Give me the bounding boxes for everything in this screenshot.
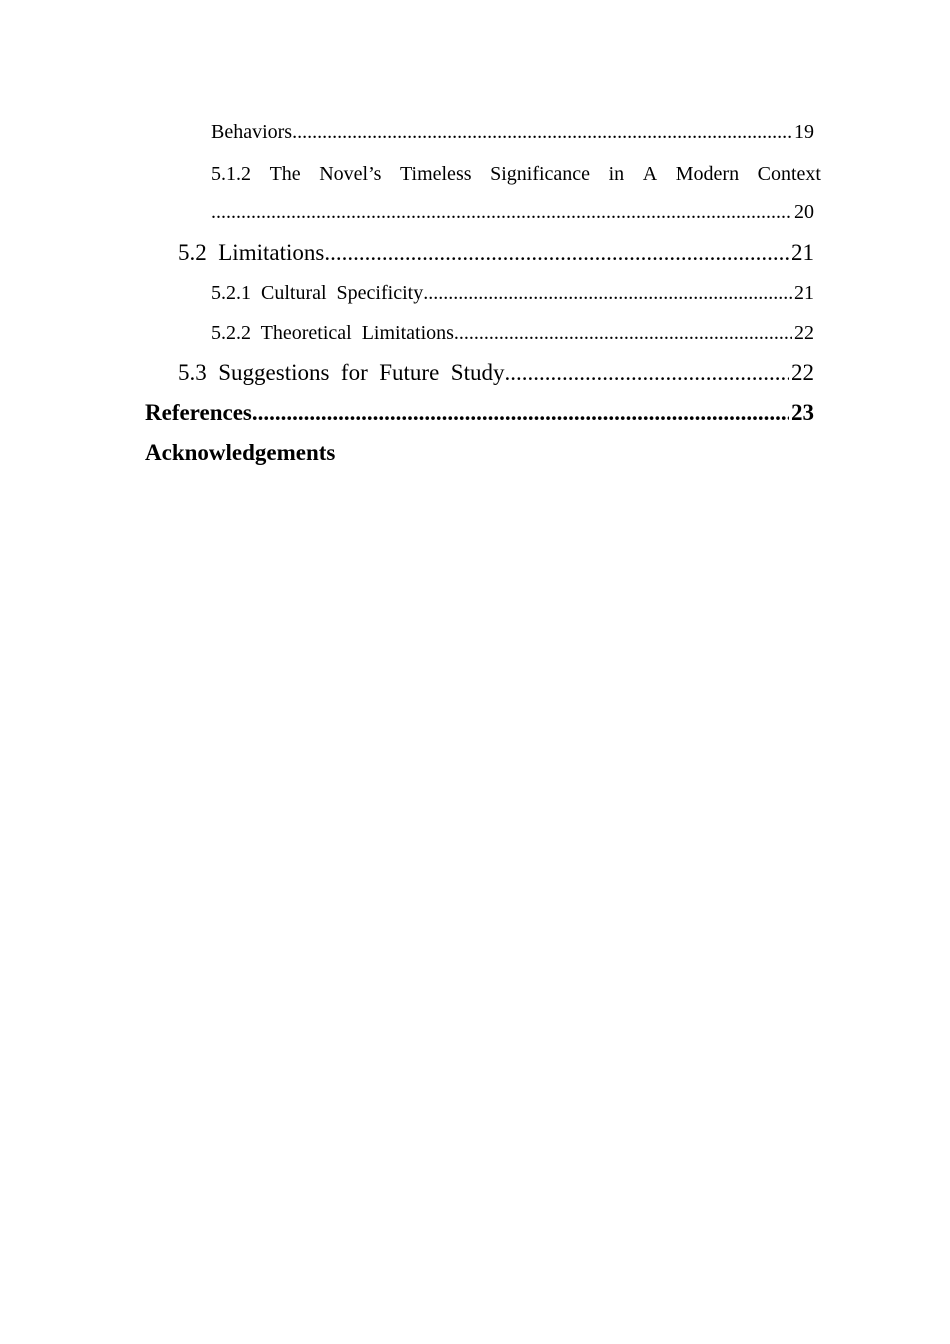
toc-entry-label: 5.3 Suggestions for Future Study <box>178 360 505 385</box>
toc-entry-label: Acknowledgements <box>145 440 336 465</box>
toc-word: Novel’s <box>319 163 382 185</box>
toc-entry-behaviors <box>211 121 814 144</box>
toc-word: Significance <box>490 163 591 185</box>
toc-page-number: 22 <box>791 360 814 385</box>
toc-word: The <box>269 163 301 185</box>
toc-word: in <box>608 163 625 185</box>
toc-word: Timeless <box>400 163 472 185</box>
toc-word: 5.1.2 <box>211 163 251 185</box>
toc-page-number: 20 <box>794 201 814 223</box>
toc-leader-dots <box>211 201 792 224</box>
toc-entry-cultural-specificity <box>211 282 814 305</box>
toc-entry-label: 5.2 Limitations <box>178 240 325 265</box>
toc-leader-dots <box>252 400 789 426</box>
toc-page-number: 23 <box>791 400 814 425</box>
toc-page-number: 19 <box>794 121 814 143</box>
toc-leader-dots <box>292 121 792 144</box>
toc-leader-dots <box>423 282 792 305</box>
toc-page-number: 21 <box>794 282 814 304</box>
toc-leader-dots <box>324 240 789 266</box>
toc-word: Context <box>757 163 821 185</box>
toc-entry-label: Behaviors <box>211 121 293 143</box>
toc-entry-acknowledgements <box>145 440 814 466</box>
toc-entry-label: 5.2.1 Cultural Specificity <box>211 282 424 304</box>
toc-entry-label: 5.2.2 Theoretical Limitations <box>211 322 454 344</box>
toc-word: Modern <box>675 163 740 185</box>
toc-entry-label: References <box>145 400 252 425</box>
toc-entry-timeless-continuation <box>211 201 814 224</box>
toc-entry-references <box>145 400 814 426</box>
toc-leader-dots <box>454 322 792 345</box>
toc-entry-limitations <box>178 240 814 266</box>
toc-page-number: 21 <box>791 240 814 265</box>
toc-entry-suggestions <box>178 360 814 386</box>
toc-entry-theoretical-limitations <box>211 322 814 345</box>
toc-leader-dots <box>504 360 789 386</box>
toc-entry-timeless-significance <box>211 163 821 186</box>
toc-page-number: 22 <box>794 322 814 344</box>
toc-word: A <box>642 163 658 185</box>
